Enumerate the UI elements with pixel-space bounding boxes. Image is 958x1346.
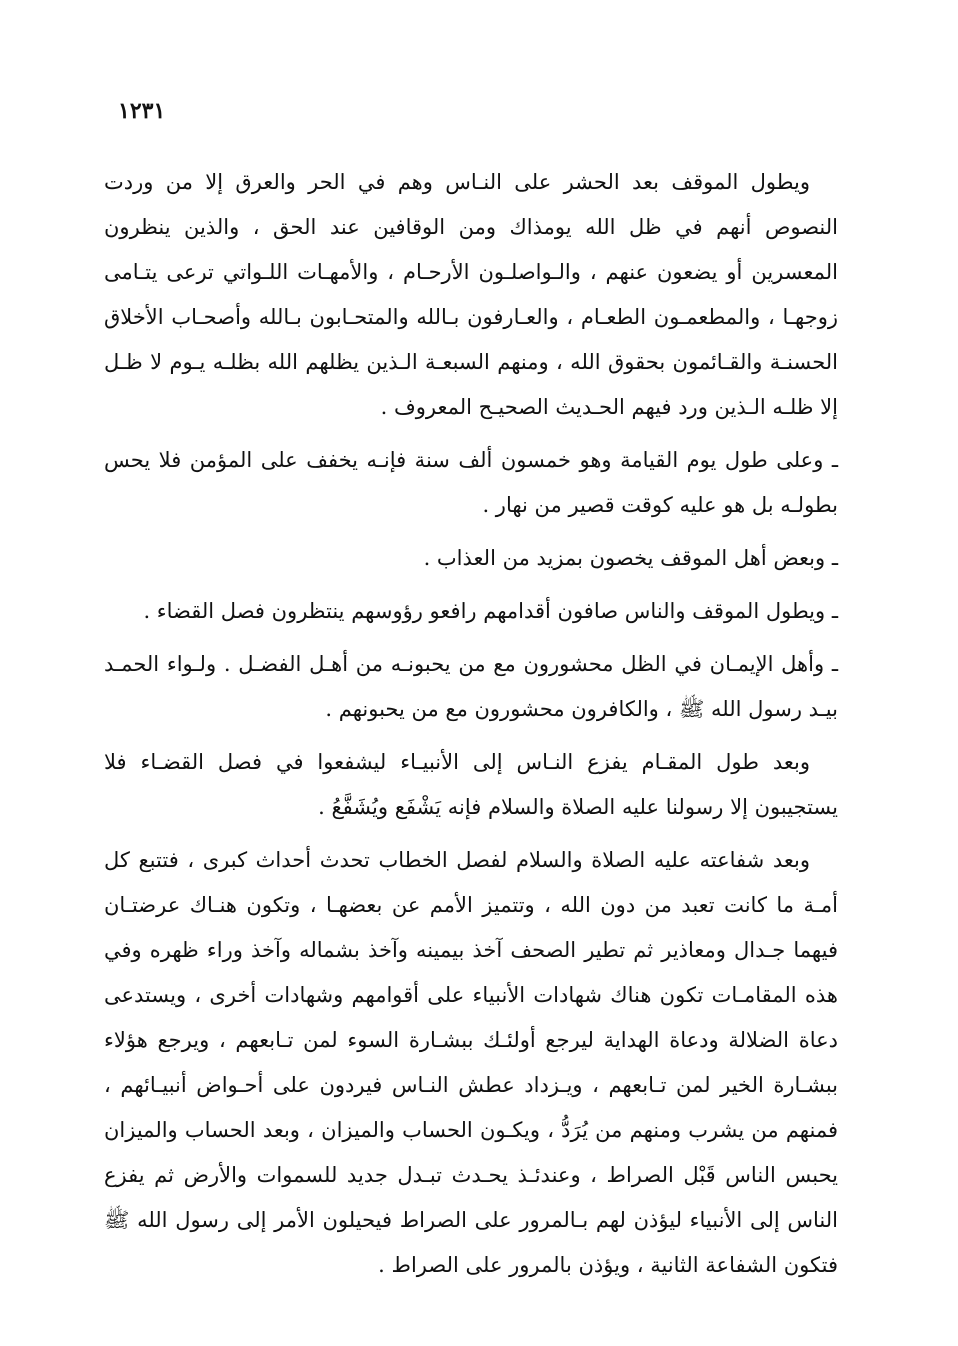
page-body xyxy=(104,160,838,1292)
paragraph-1: ويطول الموقف بعد الحشر على النـاس وهم في الحر والعرق إلا من وردت النصوص أنهم في ظل الله يومذاك ومن الوقافين عند الحق ، والذين ينظرون المعسرين أو يضعون عنهم ، والـواصلـون الأرحـام ، والأمهـات اللـواتي ترعى يتـامى زوجهـا ، والمطعمـون الطعـام ، والعـارفون بـالله والمتحـابون بـالله وأصحـاب الأخلاق الحسنـة والقـائمون بحقوق الله ، ومنهم السبعـة الـذين يظلهم الله بظلـه يـوم لا ظـل إلا ظلـه الـذين ورد فيهم الحـديث الصحيـح المعروف . xyxy=(104,170,838,419)
paragraph-4: ـ ويطول الموقف والناس صافون أقدامهم رافعو رؤوسهم ينتظرون فصل القضاء . xyxy=(143,599,838,623)
paragraph-2: ـ وعلى طول يوم القيامة وهو خمسون ألف سنة فإنـه يخفف على المؤمن فلا يحس بطولـه بل هو عليه كوقت قصير من نهار . xyxy=(104,448,838,517)
paragraph-3: ـ وبعض أهل الموقف يخصون بمزيد من العذاب . xyxy=(423,546,838,570)
paragraph-6: وبعد طول المقـام يفزع النـاس إلى الأنبيـاء ليشفعوا في فصل القضـاء فلا يستجيبون إلا رسولنا عليه الصلاة والسلام فإنه يَشْفَع ويُشَفَّعُ . xyxy=(104,750,838,819)
paragraph-5: ـ وأهل الإيمـان في الظل محشورون مع من يحبونـه من أهـل الفضـل . ولـواء الحمـد بيـد رسول الله ﷺ ، والكافرون محشورون مع من يحبونهم . xyxy=(104,652,838,721)
page-number: ١٢٣١ xyxy=(118,98,166,124)
paragraph-7: وبعد شفاعته عليه الصلاة والسلام لفصل الخطاب تحدث أحداث كبرى ، فتتبع كل أمـة ما كانت تعبد من دون الله ، وتتميز الأمم عن بعضهـا ، وتكون هنـاك عرضتـان فيهما جـدال ومعاذير ثم تطير الصحف آخذ بيمينه وآخذ بشماله وآخذ وراء ظهره وفي هذه المقامـات تكون هناك شهادات الأنبياء على أقوامهم وشهادات أخرى ، ويستدعى دعاة الضلالة ودعاة الهداية ليرجع أولئـك ببشـارة السوء لمن تـابعهم ، ويرجع هؤلاء ببشـارة الخير لمن تـابعهم ، ويـزداد عطش النـاس فيردون على أحـواض أنبيـائهم ، فمنهم من يشرب ومنهم من يُرَدُّ ، ويكـون الحساب والميزان ، وبعد الحساب والميزان يحبس الناس قَبْل الصراط ، وعندئـذ يحـدث تبـدل جديد للسموات والأرض ثم يفزع الناس إلى الأنبياء ليؤذن لهم بـالمرور على الصراط فيحيلون الأمر إلى رسول الله ﷺ فتكون الشفاعة الثانية ، ويؤذن بالمرور على الصراط . xyxy=(104,848,838,1277)
